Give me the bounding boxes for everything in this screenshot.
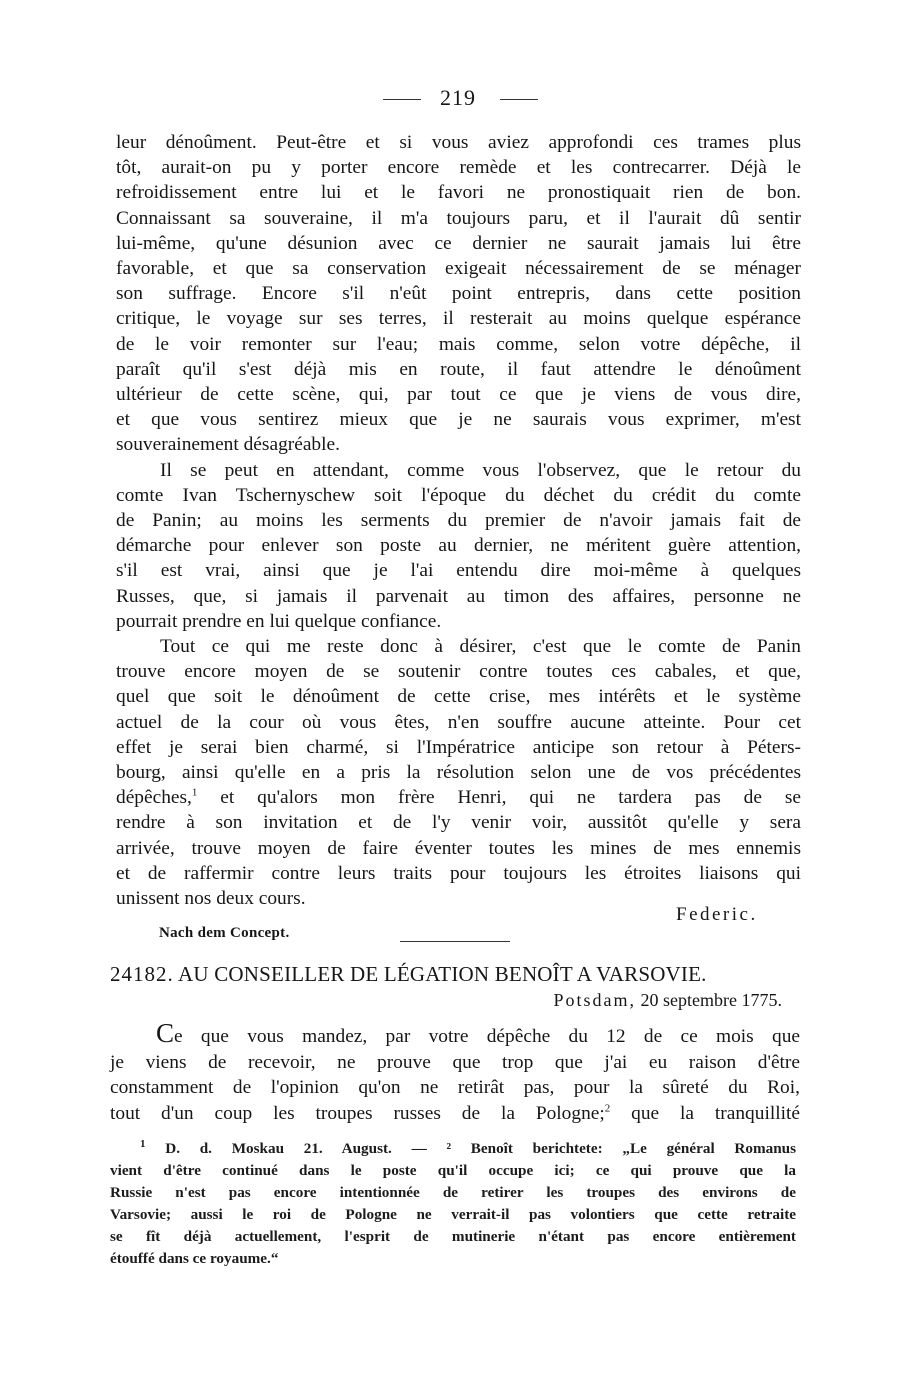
text-line (116, 785, 801, 810)
dateline-date: 20 septembre 1775. (640, 990, 782, 1010)
section-divider (400, 941, 510, 942)
text-line: s'il est vrai, ainsi que je l'ai entendu dire moi-même à quelques (116, 560, 801, 582)
initial-letter: C (156, 1018, 175, 1048)
text-fragment: dépêches, (116, 787, 192, 809)
text-line: démarche pour enlever son poste au dernier, ne méritent guère attention, (116, 535, 801, 557)
text-line: et de raffermir contre leurs traits pour toujours les étroites liaisons qui (116, 862, 801, 884)
footnote-line: vient d'être continué dans le poste qu'il occupe ici; ce qui prouve que la (110, 1162, 796, 1179)
text-line: pourrait prendre en lui quelque confiance. (116, 610, 442, 632)
text-fragment: que la tranquillité (610, 1102, 800, 1124)
text-line: Il se peut en attendant, comme vous l'observez, que le retour du (160, 459, 801, 481)
letter-title: AU CONSEILLER DE LÉGATION BENOÎT A VARSOVIE. (178, 962, 707, 986)
letter-number: 24182. (110, 962, 174, 986)
text-line: trouve encore moyen de se soutenir contre toutes ces cabales, et que, (116, 661, 801, 683)
text-line: je viens de recevoir, ne prouve que trop que j'ai eu raison d'être (110, 1051, 800, 1073)
footnote-marker: 2 (604, 1102, 611, 1115)
text-line: refroidissement entre lui et le favori ne pronostiquait rien de bon. (116, 182, 801, 204)
footnote-line: Russie n'est pas encore intentionnée de retirer les troupes des environs de (110, 1184, 796, 1201)
page-number: 219 (440, 85, 476, 110)
paragraph-1 (116, 130, 801, 458)
text-fragment: e que vous mandez, par votre dépêche du 12 de ce mois que (174, 1026, 800, 1047)
paragraph-3 (116, 634, 801, 911)
footnotes (110, 1138, 796, 1270)
text-line: ultérieur de cette scène, qui, par tout ce que je viens de vous dire, (116, 384, 801, 406)
letter-continuation (116, 130, 801, 911)
footnote-line: étouffé dans ce royaume.“ (110, 1250, 279, 1267)
dateline (554, 990, 782, 1011)
text-line: et que vous sentirez mieux que je ne saurais vous exprimer, m'est (116, 409, 801, 431)
text-line (110, 1101, 800, 1127)
text-line: Tout ce qui me reste donc à désirer, c'est que le comte de Panin (160, 636, 801, 658)
text-line: son suffrage. Encore s'il n'eût point entrepris, dans cette position (116, 283, 801, 305)
dateline-place: Potsdam, (553, 990, 637, 1010)
text-line: unissent nos deux cours. (116, 888, 306, 910)
paragraph-2 (116, 458, 801, 634)
text-line: critique, le voyage sur ses terres, il resterait au moins quelque espérance (116, 308, 801, 330)
text-line: lui-même, qu'une désunion avec ce dernier ne saurait jamais lui être (116, 232, 801, 254)
text-fragment: D. d. Moskau 21. August. — ² Benoît berichtete: „Le général Romanus (165, 1140, 796, 1157)
text-fragment: et qu'alors mon frère Henri, qui ne tardera pas de se (197, 787, 801, 809)
footnote-marker: 1 (191, 786, 198, 799)
footnote-line: se fît déjà actuellement, l'esprit de mutinerie n'étant pas encore entièrement (110, 1228, 796, 1245)
page-header (0, 85, 900, 115)
text-fragment: tout d'un coup les troupes russes de la Pologne; (110, 1102, 605, 1124)
footnote-line: Varsovie; aussi le roi de Pologne ne verrait-il pas volontiers que cette retraite (110, 1206, 796, 1223)
header-rule-right (500, 99, 538, 100)
text-line: paraît qu'il s'est déjà mis en route, il faut attendre le dénoûment (116, 358, 801, 380)
text-line: rendre à son invitation et de l'y venir voir, aussitôt qu'elle y sera (116, 812, 801, 834)
text-line: arrivée, trouve moyen de faire éventer toutes les mines de mes ennemis (116, 837, 801, 859)
text-line: actuel de la cour où vous êtes, n'en souffre aucune atteinte. Pour cet (116, 711, 801, 733)
paragraph-4 (110, 1018, 800, 1126)
text-line: tôt, aurait-on pu y porter encore remède et les contrecarrer. Déjà le (116, 157, 801, 179)
text-line: Russes, que, si jamais il parvenait au timon des affaires, personne ne (116, 585, 801, 607)
text-line: quel que soit le dénoûment de cette crise, mes intérêts et le système (116, 686, 801, 708)
text-line: effet je serai bien charmé, si l'Impératrice anticipe son retour à Péters- (116, 736, 801, 758)
text-line: de le voir remonter sur l'eau; mais comme, selon votre dépêche, il (116, 333, 801, 355)
letter-body-2 (110, 1018, 800, 1126)
text-line: souverainement désagréable. (116, 434, 340, 456)
signature: Federic. (676, 904, 758, 925)
text-line: favorable, et que sa conservation exigeait nécessairement de se ménager (116, 258, 801, 280)
footnote-marker: 1 (140, 1137, 146, 1150)
text-line: leur dénoûment. Peut-être et si vous aviez approfondi ces trames plus (116, 132, 801, 153)
text-line: Connaissant sa souveraine, il m'a toujours paru, et il l'aurait dû sentir (116, 207, 801, 229)
text-line: bourg, ainsi qu'elle en a pris la résolution selon une de vos précédentes (116, 762, 801, 784)
source-note: Nach dem Concept. (159, 925, 290, 941)
header-rule-left (383, 99, 421, 100)
letter-heading (110, 962, 707, 987)
text-line: comte Ivan Tschernyschew soit l'époque du déchet du crédit du comte (116, 484, 801, 506)
text-line (110, 1018, 800, 1050)
footnote-line (110, 1138, 796, 1160)
text-line: constamment de l'opinion qu'on ne retirât pas, pour la sûreté du Roi, (110, 1077, 800, 1098)
text-line: de Panin; au moins les serments du premier de n'avoir jamais fait de (116, 510, 801, 532)
